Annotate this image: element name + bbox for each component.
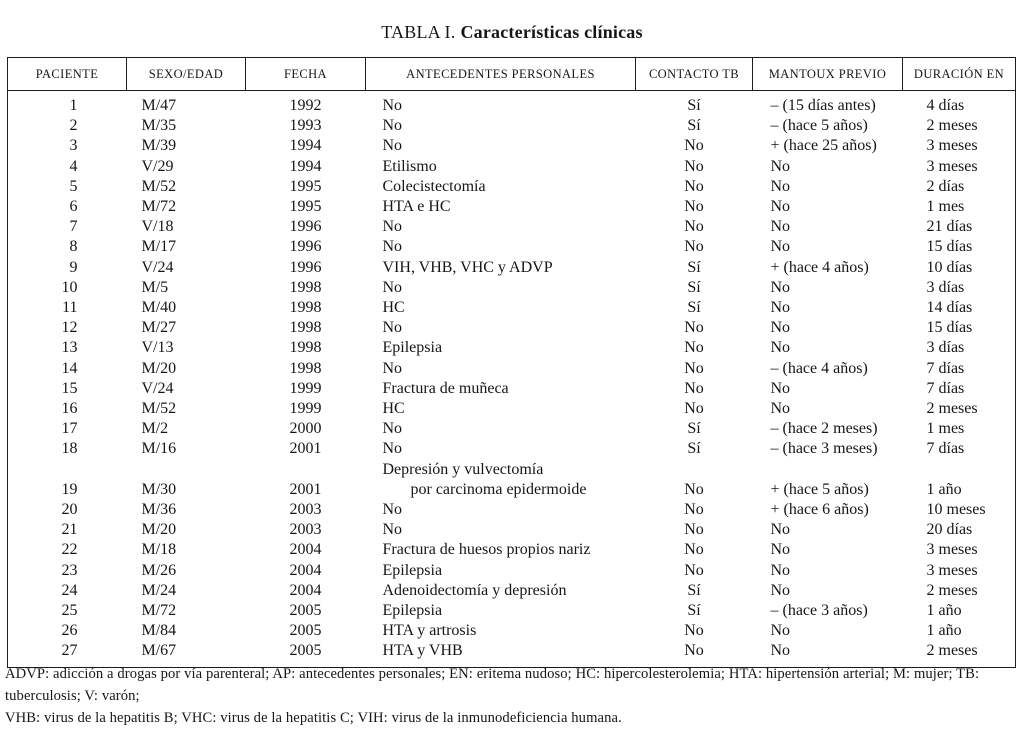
- cell-fecha: 1998: [289, 359, 322, 377]
- table-row: [8, 500, 1016, 520]
- cell-sexo_edad: M/16: [141, 440, 177, 458]
- cell-duracion_en: 20 días: [926, 521, 973, 539]
- cell-sexo_edad: M/67: [141, 642, 177, 660]
- cell-mantoux_previo: No: [770, 339, 791, 357]
- table-row: [8, 318, 1016, 338]
- cell-paciente: 18: [61, 440, 78, 458]
- cell-paciente: 19: [61, 480, 78, 498]
- cell-contacto_tb: No: [684, 218, 704, 236]
- cell-paciente: 12: [61, 319, 78, 337]
- cell-fecha: 2003: [289, 521, 322, 539]
- table-row: [8, 540, 1016, 560]
- clinical-characteristics-table: [7, 57, 1016, 668]
- cell-duracion_en: 10 días: [926, 258, 973, 276]
- cell-duracion_en: 3 meses: [926, 541, 978, 559]
- cell-paciente: 22: [61, 541, 78, 559]
- cell-duracion_en: 7 días: [926, 359, 965, 377]
- cell-duracion_en: 14 días: [926, 299, 973, 317]
- table-row: [8, 561, 1016, 581]
- cell-paciente: 3: [69, 137, 78, 155]
- cell-antecedentes: No: [382, 501, 403, 519]
- cell-paciente: 16: [61, 400, 78, 418]
- cell-fecha: 2001: [289, 480, 322, 498]
- cell-sexo_edad: M/24: [141, 581, 177, 599]
- cell-paciente: 15: [61, 379, 78, 397]
- cell-paciente: 6: [69, 198, 78, 216]
- cell-sexo_edad: M/35: [141, 117, 177, 135]
- cell-fecha: 1993: [289, 117, 322, 135]
- cell-contacto_tb: No: [684, 642, 704, 660]
- cell-fecha: 2004: [289, 581, 322, 599]
- cell-duracion_en: 2 meses: [926, 400, 978, 418]
- cell-paciente: 11: [62, 299, 78, 317]
- footnote-line-1: ADVP: adicción a drogas por vía parenteral; AP: antecedentes personales; EN: eritema nudoso; HC: hipercolesterolemia; HTA: hipertensión arterial; M: mujer; TB: tuberculosis; V: varón;: [5, 666, 980, 704]
- table-row: [8, 601, 1016, 621]
- cell-mantoux_previo: – (hace 5 años): [770, 117, 868, 135]
- cell-contacto_tb: No: [684, 238, 704, 256]
- column-header-sexo_edad: SEXO/EDAD: [127, 58, 246, 91]
- cell-fecha: 1996: [289, 218, 322, 236]
- footnote-line-2: VHB: virus de la hepatitis B; VHC: virus de la hepatitis C; VIH: virus de la inmunodeficiencia humana.: [5, 710, 622, 726]
- cell-contacto_tb: Sí: [687, 278, 701, 296]
- cell-fecha: 1995: [289, 177, 322, 195]
- cell-paciente: 1: [69, 97, 78, 114]
- table-row: [8, 520, 1016, 540]
- column-header-mantoux_previo: MANTOUX PREVIO: [753, 58, 903, 91]
- cell-paciente: 27: [61, 642, 78, 660]
- cell-mantoux_previo: No: [770, 278, 791, 296]
- cell-antecedentes: Adenoidectomía y depresión: [382, 581, 567, 599]
- cell-fecha: 1994: [289, 137, 322, 155]
- cell-contacto_tb: Sí: [687, 97, 701, 114]
- cell-fecha: 1998: [289, 299, 322, 317]
- cell-paciente: 9: [69, 258, 78, 276]
- cell-sexo_edad: M/26: [141, 561, 177, 579]
- table-row: [8, 91, 1016, 117]
- cell-duracion_en: 4 días: [926, 97, 965, 114]
- cell-mantoux_previo: No: [770, 521, 791, 539]
- cell-contacto_tb: No: [684, 521, 704, 539]
- cell-sexo_edad: V/29: [141, 157, 174, 175]
- cell-duracion_en: 7 días: [926, 440, 965, 458]
- cell-contacto_tb: No: [684, 379, 704, 397]
- cell-fecha: 2005: [289, 622, 322, 640]
- cell-contacto_tb: No: [684, 400, 704, 418]
- cell-mantoux_previo: No: [770, 642, 791, 660]
- cell-duracion_en: 1 mes: [926, 420, 965, 438]
- cell-mantoux_previo: No: [770, 238, 791, 256]
- table-row: [8, 116, 1016, 136]
- cell-duracion_en: 15 días: [926, 319, 973, 337]
- cell-paciente: 20: [61, 501, 78, 519]
- cell-mantoux_previo: No: [770, 218, 791, 236]
- table-footnote-abbreviations: [5, 663, 1021, 729]
- cell-contacto_tb: No: [684, 157, 704, 175]
- cell-mantoux_previo: – (hace 3 años): [770, 602, 868, 620]
- cell-fecha: 1995: [289, 198, 322, 216]
- column-header-fecha: FECHA: [246, 58, 366, 91]
- cell-mantoux_previo: – (hace 2 meses): [770, 420, 878, 438]
- cell-antecedentes: HC: [382, 400, 405, 418]
- cell-sexo_edad: M/30: [141, 480, 177, 498]
- cell-contacto_tb: No: [684, 359, 704, 377]
- cell-contacto_tb: No: [684, 177, 704, 195]
- cell-paciente: 8: [69, 238, 78, 256]
- cell-duracion_en: 3 días: [926, 278, 965, 296]
- table-row: [8, 278, 1016, 298]
- cell-contacto_tb: Sí: [687, 440, 701, 458]
- cell-antecedentes: HTA e HC: [382, 198, 451, 216]
- column-header-antecedentes: ANTECEDENTES PERSONALES: [366, 58, 636, 91]
- cell-contacto_tb: No: [684, 622, 704, 640]
- column-header-duracion_en: DURACIÓN EN: [903, 58, 1016, 91]
- table-row: [8, 177, 1016, 197]
- cell-paciente: 21: [61, 521, 78, 539]
- cell-duracion_en: 3 días: [926, 339, 965, 357]
- cell-sexo_edad: M/72: [141, 602, 177, 620]
- cell-contacto_tb: No: [684, 319, 704, 337]
- cell-contacto_tb: Sí: [687, 420, 701, 438]
- cell-fecha: 1994: [289, 157, 322, 175]
- cell-contacto_tb: No: [684, 541, 704, 559]
- table-row: [8, 460, 1016, 500]
- cell-duracion_en: 3 meses: [926, 137, 978, 155]
- cell-sexo_edad: V/24: [141, 258, 174, 276]
- table-row: [8, 621, 1016, 641]
- cell-paciente: 14: [61, 359, 78, 377]
- cell-sexo_edad: M/40: [141, 299, 177, 317]
- cell-antecedentes: Fractura de huesos propios nariz: [382, 541, 591, 559]
- table-row: [8, 136, 1016, 156]
- table-body: [8, 91, 1016, 668]
- cell-fecha: 1998: [289, 339, 322, 357]
- cell-paciente: 23: [61, 561, 78, 579]
- cell-contacto_tb: Sí: [687, 602, 701, 620]
- table-row: [8, 197, 1016, 217]
- cell-contacto_tb: Sí: [687, 117, 701, 135]
- cell-mantoux_previo: No: [770, 157, 791, 175]
- cell-contacto_tb: No: [684, 480, 704, 498]
- cell-antecedentes: No: [382, 238, 403, 256]
- table-row: [8, 157, 1016, 177]
- cell-antecedentes: No: [382, 117, 403, 135]
- table-row: [8, 258, 1016, 278]
- cell-duracion_en: 2 días: [926, 177, 965, 195]
- cell-antecedentes: Epilepsia: [382, 561, 443, 579]
- cell-fecha: 1999: [289, 400, 322, 418]
- cell-duracion_en: 1 año: [926, 622, 962, 640]
- table-row: [8, 359, 1016, 379]
- cell-mantoux_previo: No: [770, 400, 791, 418]
- cell-sexo_edad: M/2: [141, 420, 169, 438]
- cell-fecha: 2001: [289, 440, 322, 458]
- cell-sexo_edad: M/27: [141, 319, 177, 337]
- cell-sexo_edad: M/20: [141, 359, 177, 377]
- cell-antecedentes: Epilepsia: [382, 339, 443, 357]
- column-header-contacto_tb: CONTACTO TB: [636, 58, 753, 91]
- cell-antecedentes: No: [382, 97, 403, 114]
- cell-antecedentes-line2: por carcinoma epidermoide: [410, 480, 587, 498]
- table-title: [0, 22, 1024, 43]
- cell-sexo_edad: M/20: [141, 521, 177, 539]
- column-header-paciente: PACIENTE: [8, 58, 127, 91]
- cell-paciente: 25: [61, 602, 78, 620]
- table-row: [8, 439, 1016, 459]
- cell-mantoux_previo: + (hace 25 años): [770, 137, 877, 155]
- cell-paciente: 5: [69, 177, 78, 195]
- cell-antecedentes: Colecistectomía: [382, 177, 486, 195]
- cell-fecha: 2004: [289, 541, 322, 559]
- cell-sexo_edad: M/52: [141, 177, 177, 195]
- cell-antecedentes: No: [382, 218, 403, 236]
- cell-antecedentes: No: [382, 137, 403, 155]
- cell-mantoux_previo: + (hace 4 años): [770, 258, 869, 276]
- cell-paciente: 24: [61, 581, 78, 599]
- cell-fecha: 2005: [289, 642, 322, 660]
- cell-antecedentes: Fractura de muñeca: [382, 379, 509, 397]
- table-row: [8, 419, 1016, 439]
- cell-mantoux_previo: No: [770, 622, 791, 640]
- cell-duracion_en: 2 meses: [926, 642, 978, 660]
- cell-antecedentes: [366, 460, 636, 500]
- cell-sexo_edad: M/72: [141, 198, 177, 216]
- cell-paciente: 17: [61, 420, 78, 438]
- cell-mantoux_previo: No: [770, 379, 791, 397]
- cell-contacto_tb: Sí: [687, 299, 701, 317]
- cell-mantoux_previo: – (hace 4 años): [770, 359, 868, 377]
- cell-sexo_edad: M/39: [141, 137, 177, 155]
- cell-paciente: 10: [61, 278, 78, 296]
- cell-mantoux_previo: No: [770, 177, 791, 195]
- cell-mantoux_previo: + (hace 6 años): [770, 501, 869, 519]
- table-row: [8, 338, 1016, 358]
- cell-fecha: 2003: [289, 501, 322, 519]
- cell-duracion_en: 7 días: [926, 379, 965, 397]
- cell-mantoux_previo: – (15 días antes): [770, 97, 876, 114]
- cell-antecedentes: HTA y VHB: [382, 642, 463, 660]
- cell-fecha: 1998: [289, 278, 322, 296]
- cell-duracion_en: 15 días: [926, 238, 973, 256]
- cell-contacto_tb: No: [684, 198, 704, 216]
- cell-contacto_tb: Sí: [687, 581, 701, 599]
- cell-mantoux_previo: No: [770, 541, 791, 559]
- cell-fecha: 2004: [289, 561, 322, 579]
- cell-duracion_en: 3 meses: [926, 157, 978, 175]
- cell-paciente: 4: [69, 157, 78, 175]
- cell-antecedentes: VIH, VHB, VHC y ADVP: [382, 258, 553, 276]
- cell-sexo_edad: M/47: [141, 97, 177, 114]
- cell-fecha: 1998: [289, 319, 322, 337]
- table-row: [8, 298, 1016, 318]
- cell-antecedentes: No: [382, 319, 403, 337]
- cell-duracion_en: 2 meses: [926, 581, 978, 599]
- cell-antecedentes: HTA y artrosis: [382, 622, 477, 640]
- table-row: [8, 581, 1016, 601]
- cell-sexo_edad: M/84: [141, 622, 177, 640]
- cell-contacto_tb: No: [684, 501, 704, 519]
- cell-fecha: 2000: [289, 420, 322, 438]
- cell-sexo_edad: V/24: [141, 379, 174, 397]
- cell-antecedentes: No: [382, 521, 403, 539]
- cell-fecha: 1996: [289, 258, 322, 276]
- table-header-row: [8, 58, 1016, 91]
- table-title-number: TABLA I.: [381, 22, 456, 42]
- cell-fecha: 1999: [289, 379, 322, 397]
- cell-contacto_tb: Sí: [687, 258, 701, 276]
- cell-sexo_edad: M/36: [141, 501, 177, 519]
- cell-duracion_en: 1 año: [926, 602, 962, 620]
- cell-duracion_en: 10 meses: [926, 501, 986, 519]
- cell-contacto_tb: No: [684, 339, 704, 357]
- cell-fecha: 1992: [289, 97, 322, 114]
- cell-sexo_edad: M/18: [141, 541, 177, 559]
- cell-duracion_en: 2 meses: [926, 117, 978, 135]
- cell-antecedentes: HC: [382, 299, 405, 317]
- cell-antecedentes-line1: Depresión y vulvectomía: [382, 460, 544, 478]
- cell-sexo_edad: M/5: [141, 278, 169, 296]
- cell-paciente: 7: [69, 218, 78, 236]
- table-row: [8, 217, 1016, 237]
- cell-mantoux_previo: No: [770, 561, 791, 579]
- cell-mantoux_previo: + (hace 5 años): [770, 480, 869, 498]
- cell-antecedentes: No: [382, 420, 403, 438]
- cell-duracion_en: 3 meses: [926, 561, 978, 579]
- table-row: [8, 399, 1016, 419]
- cell-mantoux_previo: No: [770, 319, 791, 337]
- cell-contacto_tb: No: [684, 561, 704, 579]
- cell-sexo_edad: V/18: [141, 218, 174, 236]
- cell-fecha: 2005: [289, 602, 322, 620]
- cell-contacto_tb: No: [684, 137, 704, 155]
- cell-mantoux_previo: No: [770, 581, 791, 599]
- cell-antecedentes: Epilepsia: [382, 602, 443, 620]
- cell-paciente: 26: [61, 622, 78, 640]
- cell-antecedentes: No: [382, 359, 403, 377]
- cell-sexo_edad: M/52: [141, 400, 177, 418]
- cell-antecedentes: No: [382, 278, 403, 296]
- cell-fecha: 1996: [289, 238, 322, 256]
- cell-mantoux_previo: No: [770, 198, 791, 216]
- cell-antecedentes: No: [382, 440, 403, 458]
- cell-mantoux_previo: – (hace 3 meses): [770, 440, 878, 458]
- cell-duracion_en: 1 año: [926, 480, 962, 498]
- cell-paciente: 2: [69, 117, 78, 135]
- cell-sexo_edad: M/17: [141, 238, 177, 256]
- cell-paciente: 13: [61, 339, 78, 357]
- table-row: [8, 379, 1016, 399]
- table-row: [8, 237, 1016, 257]
- cell-mantoux_previo: No: [770, 299, 791, 317]
- cell-duracion_en: 21 días: [926, 218, 973, 236]
- cell-antecedentes: Etilismo: [382, 157, 437, 175]
- table-title-text: Características clínicas: [460, 22, 643, 42]
- cell-sexo_edad: V/13: [141, 339, 174, 357]
- cell-duracion_en: 1 mes: [926, 198, 965, 216]
